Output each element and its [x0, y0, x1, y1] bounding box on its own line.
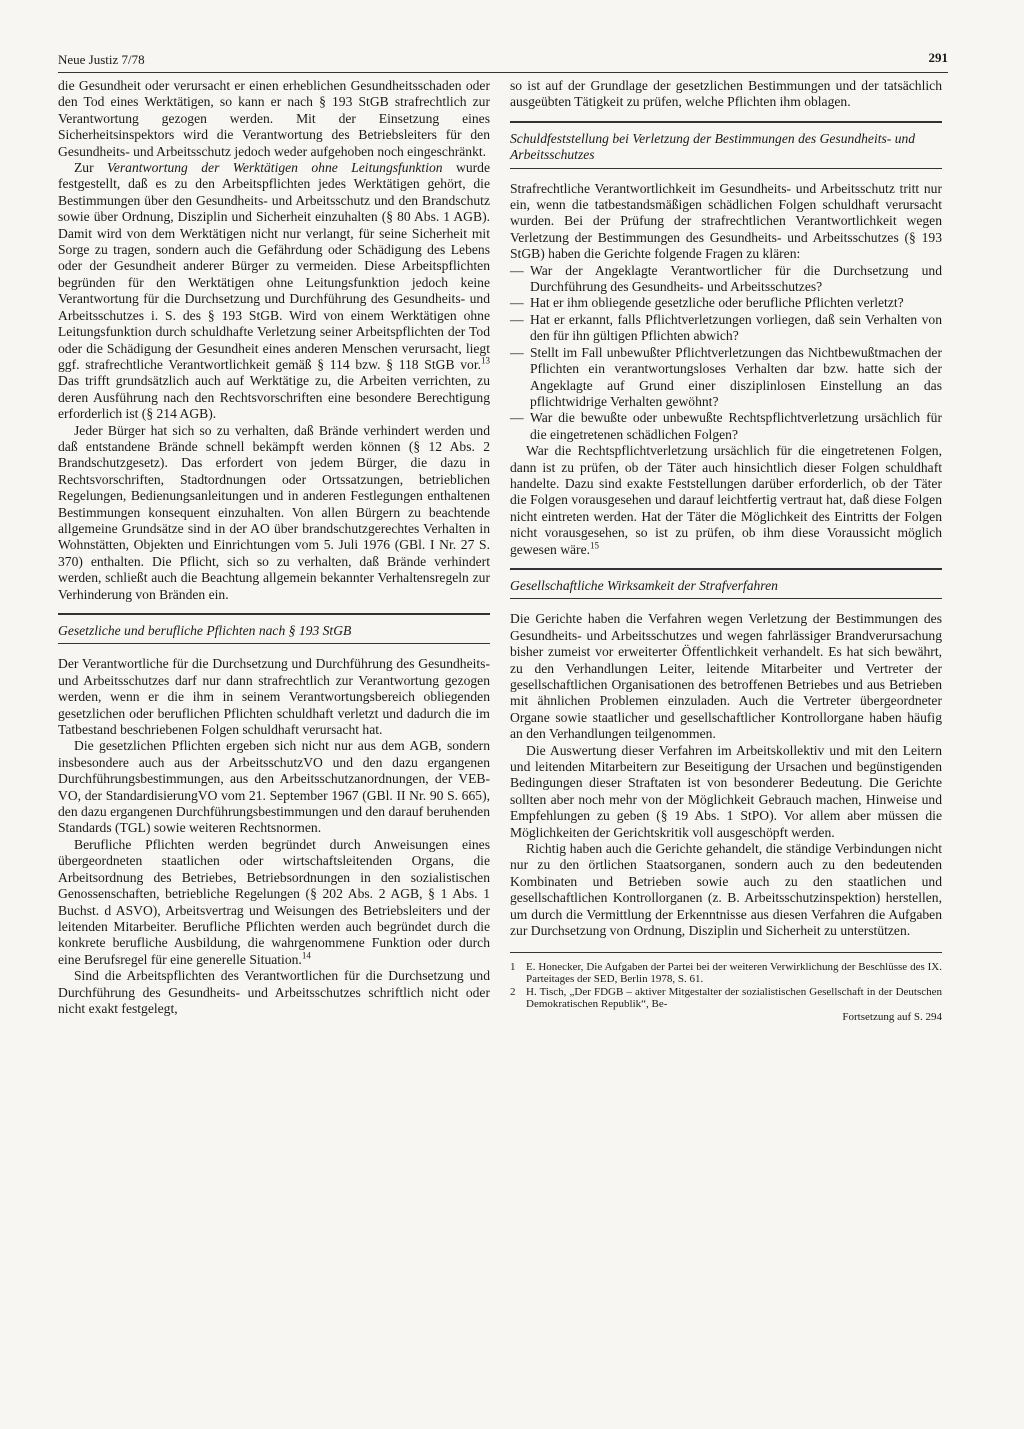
section-heading — [58, 613, 490, 644]
paragraph: Strafrechtliche Verantwortlichkeit im Gesundheits- und Arbeitsschutz tritt nur ein, wenn die tatbestandsmäßigen schädlichen Folgen schuldhaft verursacht wurden. Bei der Prüfung der strafrechtlichen Verantwortlichkeit wegen Verletzung der Bestimmungen des Gesundheits- und Arbeitsschutzes (§ 193 StGB) haben die Gerichte folgende Fragen zu klären: — [510, 180, 942, 262]
divider — [58, 643, 490, 644]
page-number: 291 — [928, 50, 948, 65]
footnote-ref: 14 — [301, 950, 311, 961]
footnote — [510, 961, 942, 986]
left-column — [58, 78, 490, 1410]
list-item: — War die bewußte oder unbewußte Rechtspflichtverletzung ursächlich für die eingetretenen schädlichen Folgen? — [510, 410, 942, 443]
list-item: — Stellt im Fall unbewußter Pflichtverletzungen das Nichtbewußtmachen der Pflichten ein verantwortungsloses Verhalten dar bzw. hatte sich der Angeklagte auf Grund einer disziplinlosen Einstellung an das pflichtwidrige Verhalten gewöhnt? — [510, 345, 942, 411]
text-run: War die Rechtspflichtverletzung ursächlich für die eingetretenen Folgen, dann ist zu prüfen, ob der Täter auch hinsichtlich dieser Folgen schuldhaft handelte. Dazu sind exakte Feststellungen darüber erforderlich, ob der Täter die Folgen vorausgesehen und darauf leichtfertig vertraut hat, daß diese Folgen nicht eintreten werden. Hat der Täter die Möglichkeit des Eintritts der Folgen nicht vorausgesehen, so ist zu prüfen, ob ihm diese Voraussicht möglich gewesen wäre. — [510, 443, 942, 557]
text-run: Das trifft grundsätzlich auch auf Werktätige zu, die Arbeiten verrichten, zu deren Ausführung nach den Rechtsvorschriften eine besondere Berechtigung erforderlich ist (§ 214 AGB). — [58, 373, 490, 422]
text-run: Berufliche Pflichten werden begründet durch Anweisungen eines übergeordneten staatlichen oder wirtschaftsleitenden Organs, die Arbeitsordnung des Betriebes, Betriebsordnungen in den sozialistischen Genossenschaften, betriebliche Regelungen (§ 202 Abs. 2 AGB, § 1 Abs. 1 Buchst. d ASVO), Arbeitsvertrag und Weisungen des Betriebsleiters und der leitenden Mitarbeiter. Berufliche Pflichten werden auch begründet durch die konkrete berufliche Ausbildung, die wahrgenommene Funktion oder durch eine Berufsregel für eine generelle Situation. — [58, 836, 490, 967]
right-column — [510, 78, 942, 1410]
footnote-number: 2 — [510, 985, 516, 998]
footnote — [510, 986, 942, 1011]
footnote-ref: 15 — [590, 540, 600, 551]
footnotes — [510, 952, 942, 1024]
paragraph: Der Verantwortliche für die Durchsetzung und Durchführung des Gesundheits- und Arbeitsschutzes darf nur dann strafrechtlich zur Verantwortung gezogen werden, wenn er die ihm in seinem Verantwortungsbereich obliegenden gesetzlichen oder beruflichen Pflichten schuldhaft verletzt und dadurch die im Tatbestand beschriebenen Folgen schuldhaft verursacht hat. — [58, 656, 490, 738]
paragraph: so ist auf der Grundlage der gesetzlichen Bestimmungen und der tatsächlich ausgeübten Tätigkeit zu prüfen, welche Pflichten ihm oblagen. — [510, 78, 942, 110]
continuation-note: Fortsetzung auf S. 294 — [842, 1010, 942, 1023]
section-title: Gesetzliche und berufliche Pflichten nach § 193 StGB — [58, 623, 352, 638]
footnote-text: E. Honecker, Die Aufgaben der Partei bei der weiteren Verwirklichung der Beschlüsse des IX. Parteitages der SED, Berlin 1978, S. 61. — [526, 960, 942, 986]
text-run: wurde festgestellt, daß es zu den Arbeitspflichten jedes Werktätigen gehört, die Bestimmungen über den Gesundheits- und Arbeitsschutz und den Brandschutz sowie über Ordnung, Disziplin und Sicherheit einzuhalten (§ 80 Abs. 1 AGB). Damit wird von dem Werktätigen nicht nur verlangt, für seine Sicherheit mit Sorge zu tragen, sondern auch die Gefährdung oder Schädigung des Lebens oder der Gesundheit anderer Bürger zu vermeiden. Diese Arbeitspflichten begründen für den Werktätigen ohne Leitungsfunktion jedoch keine Verantwortung für die Durchsetzung und Durchführung des Gesundheits- und Arbeitsschutzes i. S. des § 193 StGB. Wird von einem Werktätigen ohne Leitungsfunktion durch schuldhafte Verletzung seiner Arbeitspflichten der Tod oder die Schädigung der Gesundheit eines anderen Menschen verursacht, liegt ggf. strafrechtliche Verantwortlichkeit gemäß § 114 bzw. § 118 StGB vor. — [58, 160, 490, 372]
list-item: — War der Angeklagte Verantwortlicher für die Durchsetzung und Durchführung des Gesundheits- und Arbeitsschutzes? — [510, 263, 942, 296]
paragraph: Sind die Arbeitspflichten des Verantwortlichen für die Durchsetzung und Durchführung des Gesundheits- und Arbeitsschutzes schriftlich nicht oder nicht exakt festgelegt, — [58, 968, 490, 1016]
paragraph: die Gesundheit oder verursacht er einen erheblichen Gesundheitsschaden oder den Tod eines Werktätigen, so kann er nach § 193 StGB strafrechtlich zur Verantwortung gezogen werden. Mit der Einsetzung eines Sicherheitsinspektors wird die Verantwortung des Betriebsleiters für den Gesundheits- und Arbeitsschutz jedoch weder aufgehoben noch eingeschränkt. — [58, 78, 490, 159]
section-heading — [510, 568, 942, 599]
journal-title: Neue Justiz 7/78 — [58, 52, 145, 67]
section-title: Schuldfeststellung bei Verletzung der Bestimmungen des Gesundheits- und Arbeitsschutzes — [510, 130, 916, 163]
paragraph: Jeder Bürger hat sich so zu verhalten, daß Brände verhindert werden und daß entstandene Brände schnell bekämpft werden können (§ 12 Abs. 2 Brandschutzgesetz). Das erfordert von jedem Bürger, die dazu in Rechtsvorschriften, Stadtordnungen oder Ortssatzungen, betrieblichen Regelungen, Bedienungsanleitungen und in anderen Festlegungen enthaltenen Bestimmungen konsequent einzuhalten. Von allen Bürgern zu beachtende allgemeine Grundsätze sind in der AO über brandschutzgerechtes Verhalten in Wohnstätten, Objekten und Einrichtungen vom 5. Juli 1976 (GBl. I Nr. 27 S. 370) enthalten. Die Pflicht, sich so zu verhalten, daß Brände verhindert werden, schließt auch die Beachtung allgemein bekannter Verhaltensregeln zur Verhinderung von Bränden ein. — [58, 422, 490, 602]
footnote-ref: 13 — [481, 355, 490, 366]
footnote-number: 1 — [510, 960, 516, 973]
paragraph: Richtig haben auch die Gerichte gehandelt, die ständige Verbindungen nicht nur zu den örtlichen Staatsorganen, sondern auch zu den bedeutenden Kombinaten und Betrieben sowie auch zu den staatlichen und gesellschaftlichen Kontrollorganen (z. B. Arbeitsschutzinspektion) herstellen, um durch die Vermittlung der Erkenntnisse aus diesen Verfahren die Aufgaben zur Durchsetzung von Ordnung, Disziplin und Sicherheit zu unterstützen. — [510, 841, 942, 939]
footnote-text: H. Tisch, „Der FDGB – aktiver Mitgestalter der sozialistischen Gesellschaft in der Deutschen Demokratischen Republik“, Be- — [526, 985, 942, 1011]
journal-page — [58, 50, 948, 1410]
paragraph — [510, 443, 942, 558]
paragraph — [58, 160, 490, 423]
paragraph: Die Auswertung dieser Verfahren im Arbeitskollektiv und mit den Leitern und leitenden Mitarbeitern zur Beseitigung der Ursachen und begünstigenden Bedingungen dieser Straftaten ist von besonderer Bedeutung. Die Gerichte sollten aber noch mehr von der Möglichkeit Gebrauch machen, Hinweise und Empfehlungen zu geben (§ 19 Abs. 1 StPO). Vor allem aber müssen die Möglichkeiten der Gerichtskritik voll ausgeschöpft werden. — [510, 742, 942, 840]
section-title: Gesellschaftliche Wirksamkeit der Strafverfahren — [510, 577, 778, 593]
list-item: — Hat er ihm obliegende gesetzliche oder berufliche Pflichten verletzt? — [510, 295, 942, 311]
section-heading — [510, 121, 942, 169]
divider — [510, 598, 942, 599]
page-header — [58, 50, 948, 73]
divider — [510, 168, 942, 169]
text-run: Zur — [74, 160, 94, 176]
paragraph — [58, 837, 490, 968]
paragraph: Die Gerichte haben die Verfahren wegen Verletzung der Bestimmungen des Gesundheits- und Arbeitsschutzes und wegen fahrlässiger Brandverursachung bisher zumeist vor erweiterter Öffentlichkeit verhandelt. Es hat sich bewährt, zu den Verhandlungen Leiter, leitende Mitarbeiter und Vertreter der gesellschaftlichen Organisationen des betroffenen Betriebes und aus Betrieben mit ähnlichen Problemen einzuladen. Auch die Vertreter übergeordneter Organe sowie staatlicher und gesellschaftlicher Kontrollorgane haben häufig an den Verhandlungen teilgenommen. — [510, 611, 942, 742]
list-item: — Hat er erkannt, falls Pflichtverletzungen vorliegen, daß sein Verhalten von den für ihn gültigen Pflichten abwich? — [510, 312, 942, 345]
emphasis-text: Verantwortung der Werktätigen ohne Leitungsfunktion — [107, 160, 443, 176]
paragraph: Die gesetzlichen Pflichten ergeben sich nicht nur aus dem AGB, sondern insbesondere auch aus der ArbeitsschutzVO und den dazu ergangenen Durchführungsbestimmungen, aus den Arbeitsschutzanordnungen, der VEB-VO, der StandardisierungVO vom 21. September 1967 (GBl. II Nr. 90 S. 665), den dazu ergangenen Durchführungsbestimmungen und den darauf beruhenden Standards (TGL) sowie weiteren Rechtsnormen. — [58, 738, 490, 836]
question-list — [510, 263, 942, 443]
